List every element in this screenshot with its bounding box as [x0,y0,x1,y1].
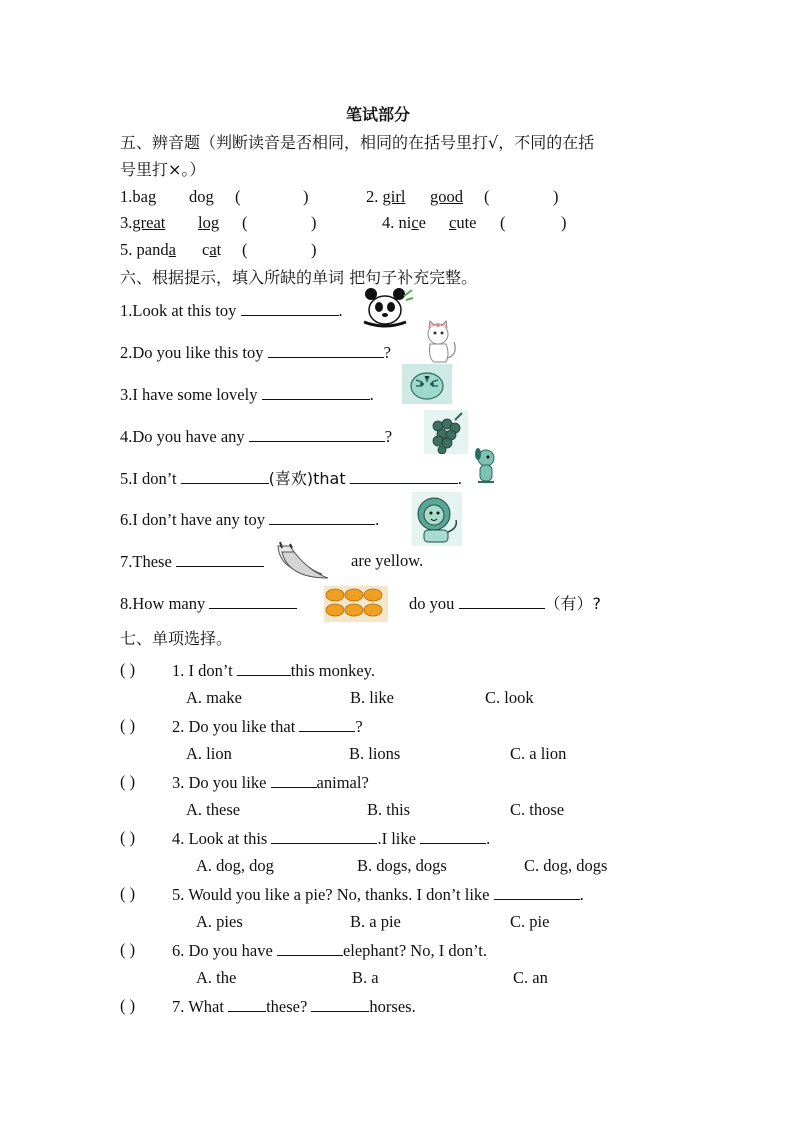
answer-blank[interactable] [228,996,266,1012]
s5-q3-paren-open: ( [242,213,248,232]
s6-q1 [120,300,343,321]
s7-q6-opt-b[interactable]: B. a [352,968,379,987]
s6-q7 [120,551,264,572]
s6-q3 [120,384,374,405]
sentence: 2.Do you like this toy [120,343,264,362]
stem-text: .I like [377,829,416,848]
s7-q1-opt-c[interactable]: C. look [485,688,534,707]
s7-q5-opt-c[interactable]: C. pie [510,912,550,931]
sentence-mid: (喜欢)that [268,469,346,488]
word-1: girl [382,187,406,206]
word-part: e [418,213,426,232]
s5-q4-paren-open: ( [500,213,506,232]
answer-blank[interactable] [459,593,545,609]
word-part-underlined: a [209,240,217,259]
sentence: 3.I have some lovely [120,385,258,404]
lion-icon [412,492,462,546]
s7-q2-paren: ( ) [120,716,136,735]
s6-q7-end: are yellow. [351,551,424,570]
s5-q1 [120,187,156,207]
answer-blank[interactable] [181,468,269,484]
word-part-underlined: c [411,213,419,232]
answer-blank[interactable] [209,593,297,609]
s7-q5-stem [172,884,584,905]
word-part-underlined: a [168,240,176,259]
s7-q4-paren: ( ) [120,828,136,847]
s7-q6-paren: ( ) [120,940,136,959]
s7-q4-opt-a[interactable]: A. dog, dog [196,856,274,875]
sentence-end: ? [384,427,393,446]
s7-q6-opt-c[interactable]: C. an [513,968,548,987]
dog-toy-icon [472,446,500,488]
s7-q4-stem [172,828,490,849]
s6-q6 [120,509,379,530]
s5-q3 [120,213,165,233]
sentence: 7.These [120,552,172,571]
word-1: bag [132,187,157,206]
q-number: 5. [120,240,137,259]
s5-q3-paren-close: ) [311,213,317,232]
s5-q1-paren-close: ) [303,187,309,206]
cat-toy-icon [418,320,460,366]
s5-q2-paren-open: ( [484,187,490,206]
s5-q4-paren-close: ) [561,213,567,232]
answer-blank[interactable] [277,940,343,956]
s7-q3-opt-b[interactable]: B. this [367,800,411,819]
s7-q3-opt-a[interactable]: A. these [186,800,241,819]
stem-text: 2. Do you like that [172,717,296,736]
q-number: 1. [120,187,133,206]
answer-blank[interactable] [311,996,369,1012]
answer-blank[interactable] [420,828,486,844]
s5-q4 [382,213,426,233]
panda-icon [356,284,414,328]
s7-q2-opt-b[interactable]: B. lions [349,744,401,763]
bananas-icon [274,538,332,582]
stem-text: . [579,885,584,904]
q-number: 4. [382,213,399,232]
s6-q8 [120,593,297,614]
s6-q4 [120,426,392,447]
stem-text: 3. Do you like [172,773,267,792]
s7-q3-opt-c[interactable]: C. those [510,800,565,819]
stem-text: horses. [369,997,416,1016]
s7-q2-opt-c[interactable]: C. a lion [510,744,567,763]
sentence: 1.Look at this toy [120,301,237,320]
section7-heading: 七、单项选择。 [120,629,233,648]
word-part: ute [456,213,477,232]
stem-text: elephant? No, I don’t. [342,941,487,960]
sentence-end: （有）? [544,594,601,613]
sentence-end: . [457,469,462,488]
sentence-end: . [375,510,380,529]
s7-q3-paren: ( ) [120,772,136,791]
section6-heading: 六、根据提示，填入所缺的单词 把句子补充完整。 [120,268,478,287]
tiger-icon [402,364,452,404]
answer-blank[interactable] [262,384,370,400]
s7-q1-opt-a[interactable]: A. make [186,688,242,707]
section5-heading-line2: 号里打×。） [120,160,206,179]
stem-text: 6. Do you have [172,941,273,960]
answer-blank[interactable] [299,716,355,732]
s7-q5-paren: ( ) [120,884,136,903]
answer-blank[interactable] [271,828,377,844]
word-1: great [132,213,166,232]
answer-blank[interactable] [237,660,291,676]
q-number: 2. [366,187,383,206]
stem-text: these? [266,997,308,1016]
stem-text: . [486,829,491,848]
s5-q2-word2: good [430,187,463,206]
s7-q1-paren: ( ) [120,660,136,679]
s7-q2-opt-a[interactable]: A. lion [186,744,232,763]
s7-q3-stem [172,772,369,793]
stem-text: animal? [316,773,369,792]
s7-q5-opt-a[interactable]: A. pies [196,912,243,931]
sentence: 4.Do you have any [120,427,245,446]
stem-text: this monkey. [290,661,375,680]
mangoes-icon [324,586,388,622]
s5-q2 [366,187,405,207]
answer-blank[interactable] [271,772,317,788]
s5-q5 [120,240,176,260]
grapes-icon [424,410,468,454]
answer-blank[interactable] [269,509,375,525]
sentence: 8.How many [120,594,206,613]
page-title: 笔试部分 [346,105,411,124]
s6-q2 [120,342,391,363]
sentence: 6.I don’t have any toy [120,510,265,529]
s7-q5-opt-b[interactable]: B. a pie [350,912,401,931]
sentence-end: . [369,385,374,404]
s5-q4-word2 [449,213,477,233]
s5-q5-paren-open: ( [242,240,248,259]
stem-text: 4. Look at this [172,829,268,848]
answer-blank[interactable] [268,342,384,358]
s6-q5 [120,468,462,489]
s5-q5-word2 [202,240,221,260]
answer-blank[interactable] [249,426,385,442]
q-number: 3. [120,213,133,232]
s7-q7-stem [172,996,416,1017]
word-part: c [202,240,210,259]
answer-blank[interactable] [494,884,580,900]
answer-blank[interactable] [350,468,458,484]
s5-q1-paren-open: ( [235,187,241,206]
stem-text: 1. I don’t [172,661,233,680]
word-part: t [216,240,222,259]
sentence-mid: do you [409,594,455,613]
sentence-end: . [338,301,343,320]
word-part-underlined: c [449,213,457,232]
s7-q4-opt-c[interactable]: C. dog, dogs [524,856,608,875]
answer-blank[interactable] [176,551,264,567]
s5-q5-paren-close: ) [311,240,317,259]
stem-text: 5. Would you like a pie? No, thanks. I don’t like [172,885,490,904]
stem-text: ? [355,717,363,736]
stem-text: 7. What [172,997,224,1016]
s7-q7-paren: ( ) [120,996,136,1015]
s7-q2-stem [172,716,363,737]
s5-q2-paren-close: ) [553,187,559,206]
word-part: pand [136,240,169,259]
s7-q4-opt-b[interactable]: B. dogs, dogs [357,856,447,875]
sentence-end: ? [383,343,391,362]
sentence: 5.I don’t [120,469,177,488]
s5-q1-word2: dog [189,187,214,206]
s7-q1-stem [172,660,375,681]
section5-heading-line1: 五、辨音题（判断读音是否相同，相同的在括号里打√，不同的在括 [120,133,595,152]
word-part: ni [398,213,412,232]
s7-q6-opt-a[interactable]: A. the [196,968,237,987]
answer-blank[interactable] [241,300,339,316]
s6-q8-rest [409,593,601,614]
s5-q3-word2: log [198,213,220,232]
s7-q1-opt-b[interactable]: B. like [350,688,394,707]
s7-q6-stem [172,940,487,961]
